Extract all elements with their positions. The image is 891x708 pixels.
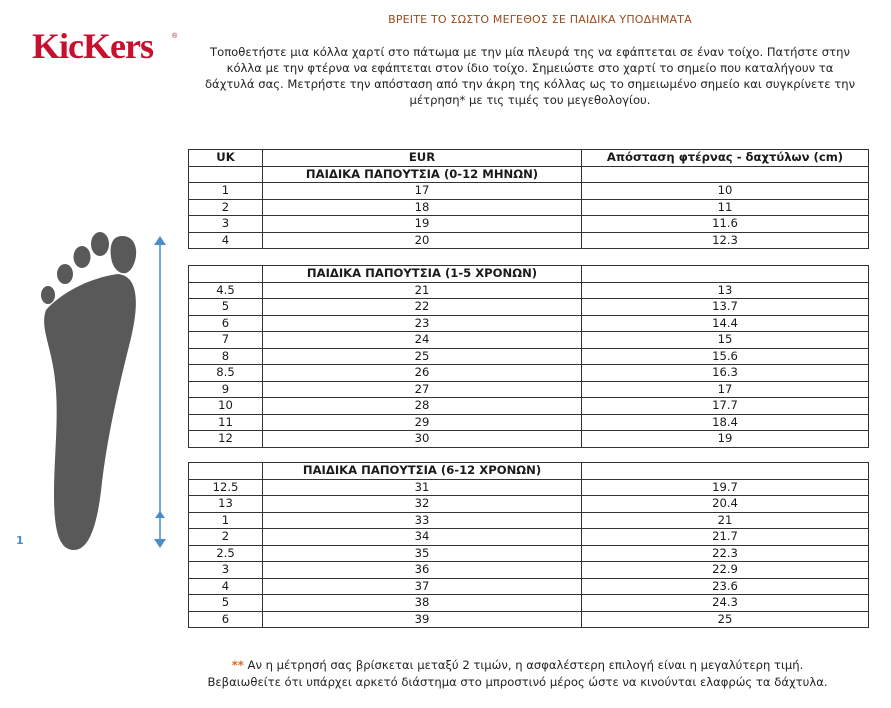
cm-cell: 11.6 (582, 216, 869, 233)
uk-cell: 1 (189, 183, 263, 200)
cm-cell: 11 (582, 199, 869, 216)
cm-cell: 19 (582, 431, 869, 448)
table-row (189, 545, 869, 562)
table-row (189, 479, 869, 496)
uk-cell: 1 (189, 512, 263, 529)
eur-cell: 17 (263, 183, 582, 200)
eur-cell: 33 (263, 512, 582, 529)
group-label: ΠΑΙΔΙΚΑ ΠΑΠΟΥΤΣΙΑ (1-5 ΧΡΟΝΩΝ) (263, 266, 582, 283)
table-row (189, 232, 869, 249)
uk-cell: 11 (189, 414, 263, 431)
table-row (189, 512, 869, 529)
marker-label: 1 (16, 534, 24, 547)
eur-cell: 27 (263, 381, 582, 398)
cm-cell: 13.7 (582, 299, 869, 316)
table-row (189, 315, 869, 332)
cm-cell: 15.6 (582, 348, 869, 365)
table-row (189, 199, 869, 216)
cm-cell: 17.7 (582, 398, 869, 415)
table-row (189, 381, 869, 398)
table-row (189, 611, 869, 628)
uk-cell: 4 (189, 578, 263, 595)
double-arrow-vertical-icon (150, 234, 170, 550)
eur-cell: 38 (263, 595, 582, 612)
cm-cell: 23.6 (582, 578, 869, 595)
group-label: ΠΑΙΔΙΚΑ ΠΑΠΟΥΤΣΙΑ (0-12 ΜΗΝΩΝ) (263, 166, 582, 183)
table-row (189, 282, 869, 299)
uk-cell: 6 (189, 315, 263, 332)
group-row (189, 463, 869, 480)
eur-cell: 32 (263, 496, 582, 513)
group-empty-cell (582, 266, 869, 283)
footnote (170, 657, 865, 691)
group-empty-cell (189, 266, 263, 283)
group-row (189, 166, 869, 183)
uk-cell: 5 (189, 299, 263, 316)
cm-cell: 20.4 (582, 496, 869, 513)
logo-registered-mark: ® (172, 33, 178, 40)
cm-cell: 19.7 (582, 479, 869, 496)
footnote-line-1 (170, 657, 865, 674)
col-header-eur: EUR (263, 150, 582, 167)
cm-cell: 15 (582, 332, 869, 349)
table-row (189, 183, 869, 200)
cm-cell: 18.4 (582, 414, 869, 431)
cm-cell: 22.3 (582, 545, 869, 562)
eur-cell: 23 (263, 315, 582, 332)
uk-cell: 3 (189, 216, 263, 233)
group-empty-cell (189, 463, 263, 480)
table-row (189, 595, 869, 612)
cm-cell: 21 (582, 512, 869, 529)
footnote-line-2: Βεβαιωθείτε ότι υπάρχει αρκετό διάστημα στο μπροστινό μέρος ώστε να κινούνται ελαφρώς τα δάχτυλα. (207, 675, 828, 689)
uk-cell: 12.5 (189, 479, 263, 496)
page-title: ΒΡΕΙΤΕ ΤΟ ΣΩΣΤΟ ΜΕΓΕΘΟΣ ΣΕ ΠΑΙΔΙΚΑ ΥΠΟΔΗΜΑΤΑ (388, 13, 692, 26)
uk-cell: 7 (189, 332, 263, 349)
cm-cell: 14.4 (582, 315, 869, 332)
cm-cell: 22.9 (582, 562, 869, 579)
table-row (189, 216, 869, 233)
size-table-6-12-years (188, 462, 869, 628)
eur-cell: 28 (263, 398, 582, 415)
col-header-uk: UK (189, 150, 263, 167)
logo-text: KicKers (32, 26, 153, 66)
uk-cell: 2 (189, 529, 263, 546)
eur-cell: 24 (263, 332, 582, 349)
eur-cell: 25 (263, 348, 582, 365)
uk-cell: 3 (189, 562, 263, 579)
size-table-0-12-months (188, 149, 869, 249)
table-row (189, 332, 869, 349)
uk-cell: 6 (189, 611, 263, 628)
eur-cell: 35 (263, 545, 582, 562)
eur-cell: 22 (263, 299, 582, 316)
table-row (189, 398, 869, 415)
group-empty-cell (189, 166, 263, 183)
eur-cell: 29 (263, 414, 582, 431)
eur-cell: 21 (263, 282, 582, 299)
eur-cell: 18 (263, 199, 582, 216)
uk-cell: 8.5 (189, 365, 263, 382)
eur-cell: 31 (263, 479, 582, 496)
eur-cell: 20 (263, 232, 582, 249)
uk-cell: 10 (189, 398, 263, 415)
eur-cell: 19 (263, 216, 582, 233)
eur-cell: 26 (263, 365, 582, 382)
eur-cell: 36 (263, 562, 582, 579)
table-row (189, 578, 869, 595)
cm-cell: 24.3 (582, 595, 869, 612)
uk-cell: 5 (189, 595, 263, 612)
group-label: ΠΑΙΔΙΚΑ ΠΑΠΟΥΤΣΙΑ (6-12 ΧΡΟΝΩΝ) (263, 463, 582, 480)
cm-cell: 16.3 (582, 365, 869, 382)
table-row (189, 365, 869, 382)
cm-cell: 21.7 (582, 529, 869, 546)
group-empty-cell (582, 166, 869, 183)
group-row (189, 266, 869, 283)
cm-cell: 17 (582, 381, 869, 398)
footnote-stars: ** (231, 658, 244, 672)
table-row (189, 414, 869, 431)
instructions-text: Τοποθετήστε μια κόλλα χαρτί στο πάτωμα με την μία πλευρά της να εφάπτεται σε έναν τοίχο. Πατήστε στην κόλλα με την φτέρνα να εφάπτεται στον ίδιο τοίχο. Σημειώστε στο χαρτί το σημείο που καταλήγουν τα δάχτυλά σας. Μετρήστε την απόσταση από την άκρη της κόλλας ως το σημειωμένο σημείο και συγκρίνετε την μέτρηση* με τις τιμές του μεγεθολογίου. (204, 45, 856, 107)
table-row (189, 562, 869, 579)
table-row (189, 496, 869, 513)
uk-cell: 4 (189, 232, 263, 249)
footnote-line-1-text: Αν η μέτρησή σας βρίσκεται μεταξύ 2 τιμών, η ασφαλέστερη επιλογή είναι η μεγαλύτερη τιμή. (243, 658, 804, 672)
uk-cell: 12 (189, 431, 263, 448)
eur-cell: 30 (263, 431, 582, 448)
cm-cell: 10 (582, 183, 869, 200)
uk-cell: 13 (189, 496, 263, 513)
table-row (189, 529, 869, 546)
eur-cell: 37 (263, 578, 582, 595)
cm-cell: 13 (582, 282, 869, 299)
uk-cell: 4.5 (189, 282, 263, 299)
eur-cell: 34 (263, 529, 582, 546)
header-row (189, 150, 869, 167)
col-header-cm: Απόσταση φτέρνας - δαχτύλων (cm) (582, 150, 869, 167)
uk-cell: 2.5 (189, 545, 263, 562)
kickers-logo (30, 22, 180, 70)
foot-silhouette-icon (40, 232, 140, 552)
group-empty-cell (582, 463, 869, 480)
eur-cell: 39 (263, 611, 582, 628)
uk-cell: 2 (189, 199, 263, 216)
table-row (189, 431, 869, 448)
table-row (189, 299, 869, 316)
uk-cell: 8 (189, 348, 263, 365)
cm-cell: 12.3 (582, 232, 869, 249)
size-table-1-5-years (188, 265, 869, 448)
uk-cell: 9 (189, 381, 263, 398)
cm-cell: 25 (582, 611, 869, 628)
table-row (189, 348, 869, 365)
